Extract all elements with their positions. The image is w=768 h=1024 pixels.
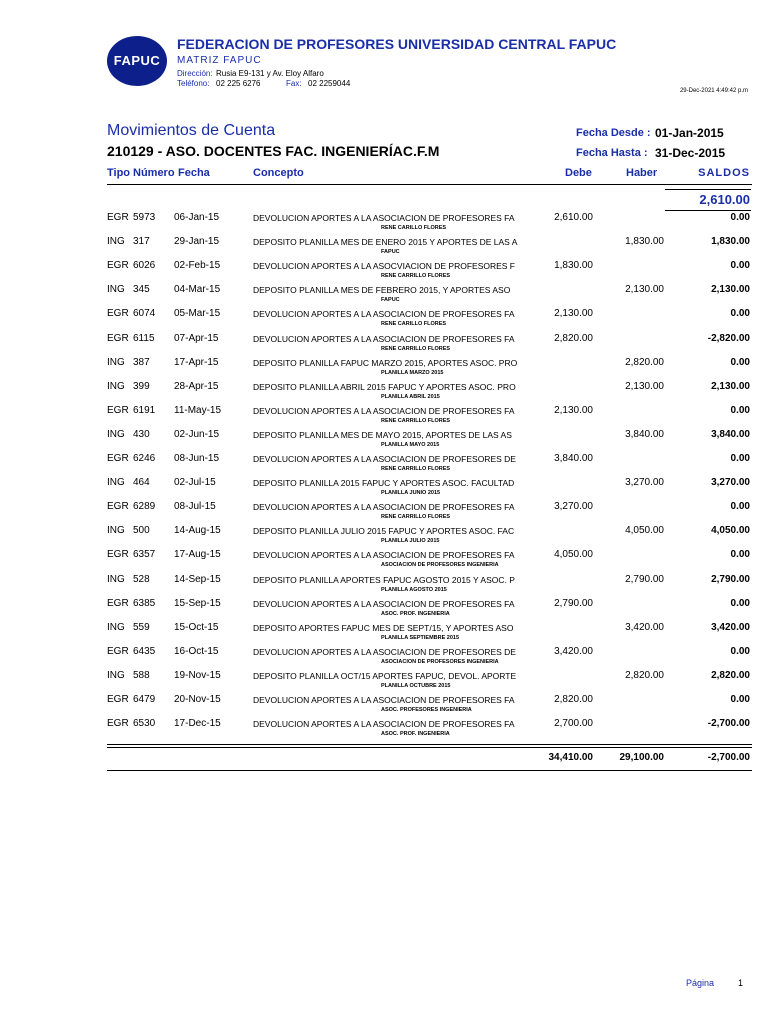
cell-fecha: 28-Apr-15: [174, 380, 219, 392]
cell-fecha: 06-Jan-15: [174, 212, 220, 223]
cell-numero: 6026: [133, 260, 156, 272]
account-name: 210129 - ASO. DOCENTES FAC. INGENIERÍAC.F.M: [107, 143, 440, 159]
cell-saldo: 2,790.00: [711, 573, 750, 585]
totals-rule-top2: [107, 747, 752, 748]
table-row: [0, 333, 768, 357]
table-row: [0, 694, 768, 718]
cell-tipo: EGR: [107, 260, 129, 272]
table-row: [0, 501, 768, 525]
cell-subconcepto: ASOCIACION DE PROFESORES INGENIERIA: [381, 658, 499, 665]
cell-concepto: DEPOSITO PLANILLA JULIO 2015 FAPUC Y APORTES ASOC. FAC: [253, 526, 515, 537]
cell-debe: 2,820.00: [554, 332, 593, 344]
page-label: Página: [686, 978, 715, 988]
col-saldos: SALDOS: [698, 167, 750, 179]
cell-tipo: ING: [107, 428, 125, 440]
cell-saldo: 2,130.00: [711, 380, 750, 392]
cell-numero: 528: [133, 573, 150, 585]
col-haber: Haber: [626, 167, 658, 179]
cell-fecha: 02-Feb-15: [174, 260, 221, 272]
cell-concepto: DEVOLUCION APORTES A LA ASOCIACION DE PROFESORES FA: [253, 695, 515, 705]
cell-subconcepto: ASOCIACION DE PROFESORES INGENIERIA: [381, 562, 499, 569]
cell-tipo: EGR: [107, 549, 129, 561]
total-haber: 29,100.00: [619, 752, 664, 763]
cell-subconcepto: FAPUC: [381, 249, 400, 256]
cell-fecha: 17-Dec-15: [174, 718, 221, 730]
table-row: [0, 236, 768, 260]
cell-fecha: 29-Jan-15: [174, 236, 220, 248]
cell-concepto: DEVOLUCION APORTES A LA ASOCIACION DE PROFESORES FA: [253, 598, 515, 609]
cell-debe: 2,130.00: [554, 308, 593, 320]
cell-tipo: ING: [107, 380, 125, 392]
cell-numero: 559: [133, 621, 150, 633]
cell-fecha: 20-Nov-15: [174, 694, 221, 705]
cell-numero: 430: [133, 428, 150, 440]
cell-numero: 6289: [133, 501, 156, 513]
cell-concepto: DEVOLUCION APORTES A LA ASOCIACION DE PROFESORES FA: [253, 550, 515, 561]
cell-saldo: 0.00: [730, 645, 750, 657]
cell-haber: 2,790.00: [625, 573, 664, 585]
cell-subconcepto: FAPUC: [381, 297, 400, 304]
cell-haber: 2,820.00: [625, 356, 664, 368]
cell-subconcepto: PLANILLA AGOSTO 2015: [381, 586, 447, 593]
cell-concepto: DEVOLUCION APORTES A LA ASOCIACION DE PROFESORES DE: [253, 454, 516, 464]
table-row: [0, 381, 768, 405]
cell-numero: 588: [133, 669, 150, 681]
cell-fecha: 15-Sep-15: [174, 597, 221, 609]
cell-saldo: 0.00: [730, 501, 750, 513]
cell-saldo: 1,830.00: [711, 236, 750, 248]
cell-numero: 464: [133, 477, 150, 489]
phone-label: Teléfono:: [177, 79, 210, 88]
cell-numero: 399: [133, 380, 150, 392]
fecha-hasta-label: Fecha Hasta :: [576, 147, 648, 159]
cell-concepto: DEPOSITO PLANILLA MES DE MAYO 2015, APORTES DE LAS AS: [253, 429, 512, 440]
total-debe: 34,410.00: [548, 752, 593, 763]
cell-numero: 6479: [133, 694, 156, 705]
cell-tipo: ING: [107, 284, 125, 296]
cell-tipo: ING: [107, 669, 125, 681]
phone-value: 02 225 6276: [216, 79, 261, 88]
cell-subconcepto: PLANILLA OCTUBRE 2015: [381, 682, 451, 689]
table-row: [0, 477, 768, 501]
cell-numero: 6530: [133, 718, 156, 730]
cell-debe: 3,420.00: [554, 645, 593, 657]
cell-haber: 4,050.00: [625, 525, 664, 537]
cell-tipo: EGR: [107, 645, 129, 657]
table-row: [0, 357, 768, 381]
cell-saldo: 3,840.00: [711, 428, 750, 440]
cell-concepto: DEPOSITO APORTES FAPUC MES DE SEPT/15, Y APORTES ASO: [253, 622, 514, 633]
table-row: [0, 260, 768, 284]
table-row: [0, 405, 768, 429]
cell-debe: 4,050.00: [554, 549, 593, 561]
fecha-hasta-value: 31-Dec-2015: [655, 146, 726, 160]
cell-tipo: ING: [107, 621, 125, 633]
total-saldo: -2,700.00: [707, 752, 750, 763]
cell-concepto: DEVOLUCION APORTES A LA ASOCIACION DE PROFESORES FA: [253, 502, 515, 513]
report-title: Movimientos de Cuenta: [107, 122, 276, 139]
cell-tipo: EGR: [107, 453, 129, 464]
cell-tipo: ING: [107, 236, 125, 248]
cell-haber: 3,420.00: [625, 621, 664, 633]
cell-debe: 2,820.00: [554, 694, 593, 705]
fapuc-logo: FAPUC: [107, 36, 167, 86]
cell-concepto: DEVOLUCION APORTES A LA ASOCIACION DE PROFESORES DE: [253, 646, 516, 657]
cell-fecha: 14-Sep-15: [174, 573, 221, 585]
cell-subconcepto: RENE CARRILLO FLORES: [381, 345, 451, 352]
cell-numero: 345: [133, 284, 150, 296]
cell-saldo: 0.00: [730, 356, 750, 368]
organization-name: FEDERACION DE PROFESORES UNIVERSIDAD CENTRAL FAPUC: [177, 36, 617, 52]
cell-debe: 1,830.00: [554, 260, 593, 272]
cell-saldo: 0.00: [730, 212, 750, 223]
cell-saldo: 2,130.00: [711, 284, 750, 296]
cell-saldo: 0.00: [730, 597, 750, 609]
cell-concepto: DEPOSITO PLANILLA APORTES FAPUC AGOSTO 2015 Y ASOC. P: [253, 574, 515, 585]
cell-debe: 2,700.00: [554, 718, 593, 730]
cell-saldo: 0.00: [730, 453, 750, 464]
cell-debe: 2,130.00: [554, 404, 593, 416]
cell-subconcepto: ASOC. PROF. INGENIERIA: [381, 731, 450, 738]
cell-saldo: -2,820.00: [707, 332, 750, 344]
cell-numero: 6435: [133, 645, 156, 657]
cell-subconcepto: PLANILLA JUNIO 2015: [381, 490, 441, 497]
cell-concepto: DEVOLUCION APORTES A LA ASOCIACION DE PROFESORES FA: [253, 333, 515, 344]
cell-saldo: 0.00: [730, 694, 750, 705]
cell-subconcepto: ASOC. PROFESORES INGENIERIA: [381, 707, 472, 713]
cell-numero: 317: [133, 236, 150, 248]
print-timestamp: 29-Dec-2021 4:49:42 p.m: [679, 88, 748, 94]
cell-fecha: 05-Mar-15: [174, 308, 221, 320]
fecha-desde-value: 01-Jan-2015: [655, 126, 724, 140]
cell-numero: 6191: [133, 404, 156, 416]
table-row: [0, 598, 768, 622]
cell-tipo: EGR: [107, 212, 129, 223]
cell-saldo: 0.00: [730, 549, 750, 561]
cell-numero: 500: [133, 525, 150, 537]
cell-saldo: 2,820.00: [711, 669, 750, 681]
cell-numero: 6246: [133, 453, 156, 464]
cell-tipo: EGR: [107, 332, 129, 344]
cell-fecha: 08-Jun-15: [174, 453, 220, 464]
cell-saldo: 3,420.00: [711, 621, 750, 633]
cell-subconcepto: PLANILLA MAYO 2015: [381, 441, 440, 448]
table-row: [0, 646, 768, 670]
cell-haber: 3,840.00: [625, 428, 664, 440]
fax-value: 02 2259044: [308, 79, 351, 88]
cell-numero: 6357: [133, 549, 156, 561]
cell-concepto: DEVOLUCION APORTES A LA ASOCVIACION DE PROFESORES F: [253, 261, 516, 272]
cell-concepto: DEPOSITO PLANILLA MES DE FEBRERO 2015, Y APORTES ASO: [253, 285, 511, 296]
cell-fecha: 17-Aug-15: [174, 549, 221, 561]
col-fecha: Fecha: [178, 167, 210, 179]
cell-tipo: ING: [107, 356, 125, 368]
branch-name: MATRIZ FAPUC: [177, 55, 262, 66]
cell-tipo: EGR: [107, 308, 129, 320]
cell-saldo: 3,270.00: [711, 477, 750, 489]
cell-tipo: EGR: [107, 718, 129, 730]
page-number: 1: [738, 978, 744, 988]
cell-concepto: DEVOLUCION APORTES A LA ASOCIACION DE PROFESORES FA: [253, 719, 515, 730]
table-row: [0, 574, 768, 598]
cell-subconcepto: PLANILLA ABRIL 2015: [381, 393, 440, 400]
table-row: [0, 622, 768, 646]
cell-saldo: 0.00: [730, 308, 750, 320]
fecha-desde-label: Fecha Desde :: [576, 127, 651, 139]
opening-balance: 2,610.00: [699, 192, 750, 207]
cell-debe: 3,840.00: [554, 453, 593, 464]
cell-fecha: 16-Oct-15: [174, 645, 219, 657]
cell-saldo: 0.00: [730, 260, 750, 272]
cell-fecha: 15-Oct-15: [174, 621, 219, 633]
col-concepto: Concepto: [253, 167, 304, 179]
cell-fecha: 04-Mar-15: [174, 284, 221, 296]
cell-fecha: 08-Jul-15: [174, 501, 216, 513]
cell-concepto: DEVOLUCION APORTES A LA ASOCIACION DE PROFESORES FA: [253, 213, 515, 223]
cell-tipo: EGR: [107, 404, 129, 416]
cell-concepto: DEVOLUCION APORTES A LA ASOCIACION DE PROFESORES FA: [253, 309, 515, 320]
cell-fecha: 07-Apr-15: [174, 332, 219, 344]
cell-saldo: -2,700.00: [707, 718, 750, 730]
cell-numero: 387: [133, 356, 150, 368]
cell-concepto: DEPOSITO PLANILLA ABRIL 2015 FAPUC Y APORTES ASOC. PRO: [253, 381, 516, 392]
table-row: [0, 429, 768, 453]
table-row: [0, 525, 768, 549]
cell-subconcepto: RENE CARRILLO FLORES: [381, 273, 451, 280]
fax-label: Fax:: [286, 79, 302, 88]
cell-fecha: 02-Jul-15: [174, 477, 216, 489]
cell-tipo: ING: [107, 573, 125, 585]
totals-rule-bottom: [107, 770, 752, 771]
col-tipo: Tipo: [107, 167, 131, 179]
cell-numero: 5973: [133, 212, 156, 223]
cell-tipo: EGR: [107, 501, 129, 513]
cell-tipo: EGR: [107, 694, 129, 705]
table-row: [0, 284, 768, 308]
cell-subconcepto: PLANILLA SEPTIEMBRE 2015: [381, 634, 460, 641]
cell-tipo: ING: [107, 477, 125, 489]
table-row: [0, 549, 768, 573]
cell-subconcepto: PLANILLA JULIO 2015: [381, 538, 440, 545]
address-value: Rusia E9-131 y Av. Eloy Alfaro: [216, 69, 324, 78]
cell-haber: 2,820.00: [625, 669, 664, 681]
cell-fecha: 17-Apr-15: [174, 356, 219, 368]
cell-tipo: ING: [107, 525, 125, 537]
totals-rule-top: [107, 744, 752, 745]
cell-subconcepto: ASOC. PROF. INGENIERIA: [381, 610, 450, 617]
cell-haber: 2,130.00: [625, 380, 664, 392]
cell-haber: 1,830.00: [625, 236, 664, 248]
header-rule: [107, 184, 752, 185]
cell-fecha: 14-Aug-15: [174, 525, 221, 537]
table-row: [0, 453, 768, 477]
cell-concepto: DEVOLUCION APORTES A LA ASOCIACION DE PROFESORES FA: [253, 405, 515, 416]
cell-concepto: DEPOSITO PLANILLA MES DE ENERO 2015 Y APORTES DE LAS A: [253, 237, 518, 248]
cell-numero: 6385: [133, 597, 156, 609]
cell-numero: 6115: [133, 332, 155, 344]
table-row: [0, 308, 768, 332]
cell-debe: 3,270.00: [554, 501, 593, 513]
cell-concepto: DEPOSITO PLANILLA FAPUC MARZO 2015, APORTES ASOC. PRO: [253, 357, 518, 368]
cell-concepto: DEPOSITO PLANILLA OCT/15 APORTES FAPUC, DEVOL. APORTE: [253, 670, 517, 681]
cell-subconcepto: RENE CARRILLO FLORES: [381, 417, 451, 424]
cell-subconcepto: RENE CARILLO FLORES: [381, 225, 447, 231]
col-numero: Número: [133, 167, 175, 179]
cell-subconcepto: RENE CARRILLO FLORES: [381, 466, 451, 472]
cell-debe: 2,610.00: [554, 212, 593, 223]
table-row: [0, 670, 768, 694]
col-debe: Debe: [565, 167, 592, 179]
cell-fecha: 02-Jun-15: [174, 428, 220, 440]
cell-saldo: 0.00: [730, 404, 750, 416]
cell-numero: 6074: [133, 308, 156, 320]
address-label: Dirección:: [177, 69, 213, 78]
cell-subconcepto: RENE CARRILLO FLORES: [381, 514, 451, 521]
cell-haber: 2,130.00: [625, 284, 664, 296]
cell-tipo: EGR: [107, 597, 129, 609]
cell-subconcepto: PLANILLA MARZO 2015: [381, 369, 444, 376]
cell-fecha: 19-Nov-15: [174, 669, 221, 681]
cell-subconcepto: RENE CARILLO FLORES: [381, 321, 447, 328]
cell-debe: 2,790.00: [554, 597, 593, 609]
cell-haber: 3,270.00: [625, 477, 664, 489]
cell-fecha: 11-May-15: [174, 404, 222, 416]
table-row: [0, 718, 768, 742]
cell-saldo: 4,050.00: [711, 525, 750, 537]
table-row: [0, 212, 768, 236]
cell-concepto: DEPOSITO PLANILLA 2015 FAPUC Y APORTES ASOC. FACULTAD: [253, 478, 515, 489]
